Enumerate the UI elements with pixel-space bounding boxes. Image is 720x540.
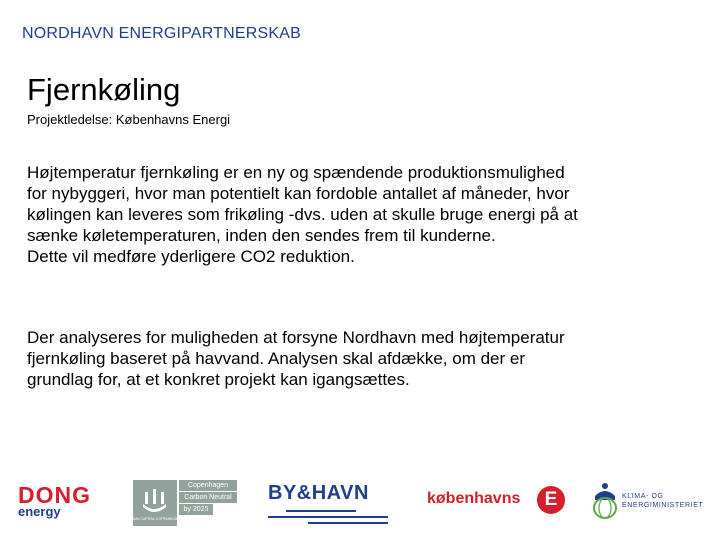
kobenhavns-energi-text: københavns [427, 490, 521, 507]
byhavn-logo-text: BY&HAVN [268, 482, 369, 504]
paragraph-text: Højtemperatur fjernkøling er en ny og spændende produktionsmulighed for nybyggeri, hvor man potentielt kan fordoble antallet af måneder, hvor kølingen kan leveres som frikøling -dvs. uden at skulle bruge energi på at sænke køletemperaturen, inden den sendes frem til kunderne. [27, 163, 578, 245]
klima-logo-line2: ENERGIMINISTERIET [622, 502, 704, 509]
slide-title: Fjernkøling [27, 72, 181, 107]
body-paragraph-1 [27, 162, 587, 267]
copenhagen-carbon-neutral-logo [128, 480, 237, 526]
copenhagen-tag: Copenhagen [179, 480, 237, 491]
dong-logo-subtext: energy [18, 504, 61, 519]
ministry-crown-icon [590, 478, 620, 522]
copenhagen-crest-icon [128, 480, 182, 526]
kobenhavns-energi-logo [427, 484, 567, 516]
dong-energy-logo [18, 482, 110, 519]
carbon-neutral-tag: Carbon Neutral [179, 492, 237, 503]
body-paragraph-2 [27, 327, 587, 390]
slide-subtitle: Projektledelse: Københavns Energi [27, 112, 231, 127]
energi-e-icon: E [537, 486, 565, 514]
byhavn-wave-line [308, 522, 388, 524]
header-title: NORDHAVN ENERGIPARTNERSKAB [22, 25, 302, 42]
paragraph-text-co2: Dette vil medføre yderligere CO2 reduktion. [27, 247, 355, 266]
paragraph-text: Der analyseres for muligheden at forsyne Nordhavn med højtemperatur fjernkøling baseret på havvand. Analysen skal afdække, om der er grundlag for, at et konkret projekt kan igangsættes. [27, 328, 565, 389]
byhavn-wave-line [286, 510, 356, 512]
klima-logo-line1: KLIMA- OG [622, 493, 664, 500]
byhavn-logo [268, 482, 388, 522]
klima-energiministeriet-logo [590, 478, 716, 526]
dong-logo-text: DONG [18, 482, 91, 508]
year-tag: by 2025 [179, 504, 213, 515]
crest-caption: KLIMA CAPITAL COPENHAGEN [128, 517, 182, 521]
byhavn-wave-line [268, 516, 388, 518]
